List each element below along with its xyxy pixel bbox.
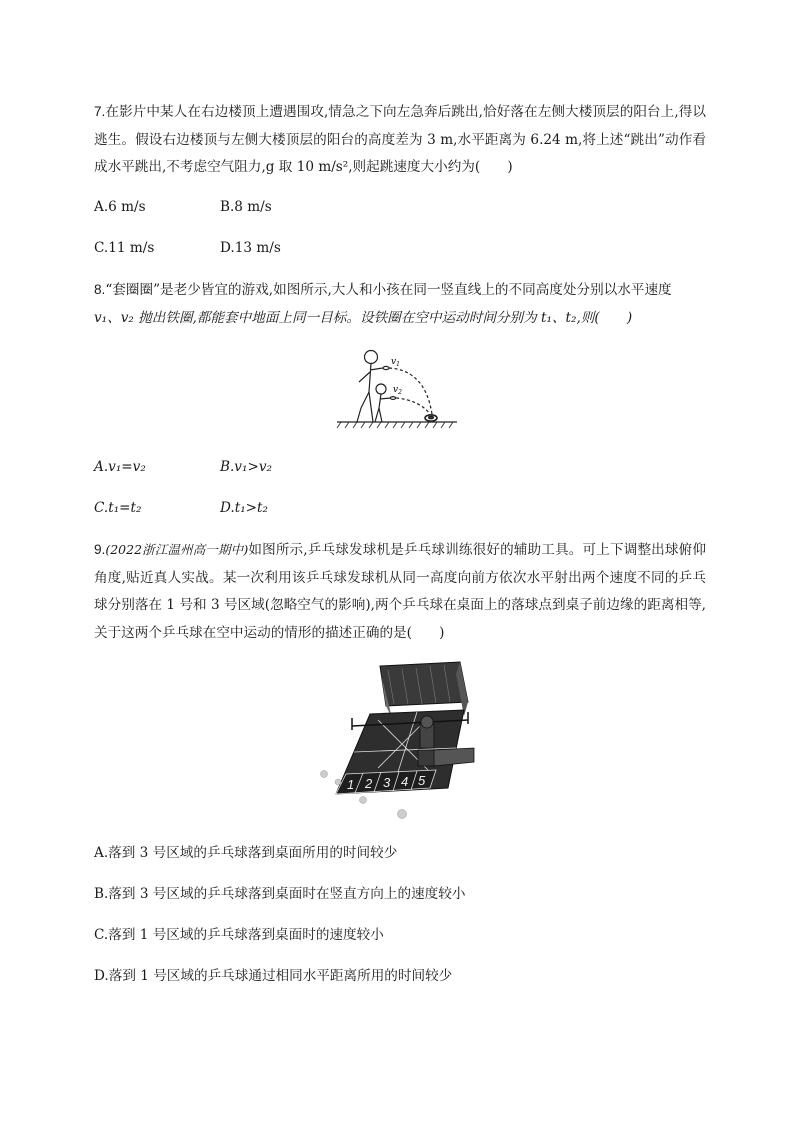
option-a: A.落到 3 号区域的乒乓球落到桌面所用的时间较少 [94, 845, 398, 861]
question-text: “套圈圈”是老少皆宜的游戏,如图所示,大人和小孩在同一竖直线上的不同高度处分别以水平速度 [105, 282, 672, 298]
option-c: C.11 m/s [94, 240, 155, 256]
question-text: 在影片中某人在右边楼顶上遭遇围攻,情急之下向左急奔后跳出,恰好落在左侧大楼顶层的阳台上,得以逃生。假设右边楼顶与左侧大楼顶层的阳台的高度差为 3 m,水平距离为 6.24 m,将上述“跳出”动作看成水平跳出,不考虑空气阻力,g 取 10 m/s²,则起跳速度大小约为( ) [94, 104, 706, 175]
option-c: C.t₁=t₂ [94, 500, 142, 516]
ball [360, 797, 367, 804]
question-8 [94, 276, 706, 332]
option-b: B.v₁>v₂ [220, 459, 272, 475]
option-b: B.8 m/s [220, 199, 272, 215]
zone-3-label: 3 [383, 775, 391, 790]
question-7 [94, 98, 706, 182]
zone-1-label: 1 [347, 777, 355, 792]
question-9-stem [94, 536, 706, 647]
option-d: D.t₁>t₂ [220, 500, 268, 516]
child-figure [375, 384, 391, 422]
question-8-stem [94, 276, 706, 305]
option-c: C.落到 1 号区域的乒乓球落到桌面时的速度较小 [94, 927, 384, 943]
question-text: v₁、v₂ 抛出铁圈,都能套中地面上同一目标。设铁圈在空中运动时间分别为 t₁、t₂,则( ) [94, 309, 633, 326]
option-a: A.v₁=v₂ [94, 459, 146, 475]
question-8-stem-2 [94, 305, 706, 333]
option-a: A.6 m/s [94, 199, 146, 215]
question-9-options [94, 840, 706, 991]
question-number: 8. [94, 282, 106, 297]
zone-4-label: 4 [401, 774, 409, 789]
zone-2-label: 2 [365, 776, 373, 791]
v1-label: $v_1$ [391, 357, 400, 368]
question-number: 7. [94, 104, 106, 119]
question-9 [94, 536, 706, 647]
option-d: D.落到 1 号区域的乒乓球通过相同水平距离所用的时间较少 [94, 968, 453, 984]
question-number: 9. [94, 542, 106, 557]
table-tennis-machine-figure [318, 660, 478, 820]
ball [398, 810, 407, 819]
ball [321, 771, 328, 778]
trajectory-2 [396, 398, 430, 414]
option-d: D.13 m/s [220, 240, 281, 256]
ball [335, 779, 341, 785]
question-text: 如图所示,乒乓球发球机是乒乓球训练很好的辅助工具。可上下调整出球俯仰角度,贴近真人实战。某一次利用该乒乓球发球机从同一高度向前方依次水平射出两个速度不同的乒乓球分别落在 1 号和 3 号区域(忽略空气的影响),两个乒乓球在桌面上的落球点到桌子前边缘的距离相等,关于这两个乒乓球在空中运动的情形的描述正确的是( ) [94, 542, 706, 641]
question-7-stem [94, 98, 706, 182]
zone-5-label: 5 [418, 773, 426, 788]
option-b: B.落到 3 号区域的乒乓球落到桌面时在竖直方向上的速度较小 [94, 886, 466, 902]
ring-toss-figure [335, 348, 459, 430]
question-source: (2022浙江温州高一期中) [105, 542, 249, 557]
v2-label: $v_2$ [393, 385, 402, 396]
